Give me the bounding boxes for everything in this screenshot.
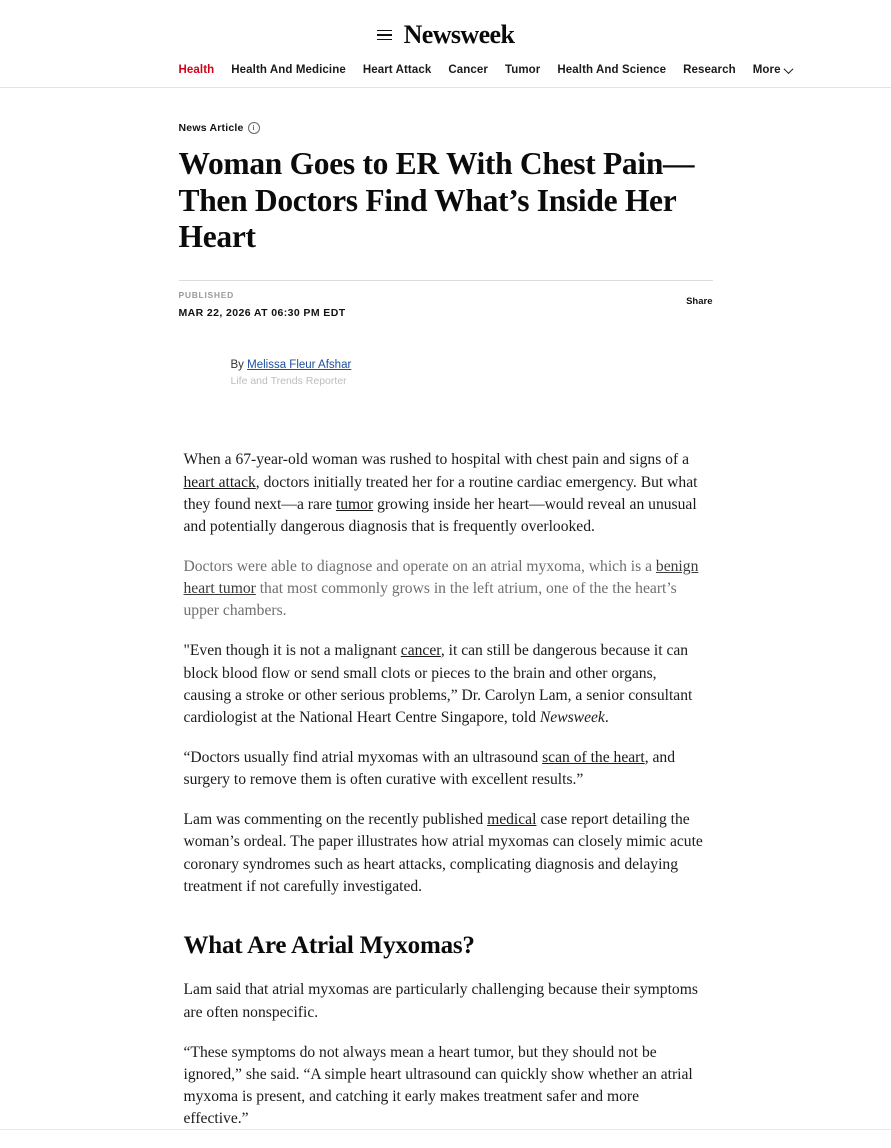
nav-item-heart-attack[interactable]: Heart Attack (362, 64, 432, 76)
article-kicker-label: News Article (178, 122, 244, 134)
primary-nav (178, 64, 781, 87)
p3-text-a: "Even though it is not a malignant (183, 642, 401, 660)
byline-row (179, 357, 713, 390)
paragraph-1 (184, 449, 708, 538)
primary-nav-bar (0, 64, 891, 88)
page-title: Woman Goes to ER With Chest Pain—Then Doctors Find What’s Inside Her Heart (178, 146, 695, 255)
article-header (179, 88, 713, 389)
paragraph-4 (184, 747, 708, 791)
p4-text-b: , and surgery to remove them is often curative with excellent results.” (183, 749, 676, 789)
section-heading: What Are Atrial Myxomas? (183, 931, 475, 959)
info-icon[interactable]: i (248, 122, 260, 134)
paragraph-5 (184, 809, 708, 898)
p3-text-b: , it can still be dangerous because it can block blood flow or send small clots or pieces to the brain and other organs, causing a stroke or other serious problems,” Dr. Carolyn Lam, a senior consultant cardiologist at the National Heart Centre Singapore, told (183, 642, 693, 726)
paragraph-7: “These symptoms do not always mean a heart tumor, but they should not be ignored,” she said. “A simple heart ultrasound can quickly show whether an atrial myxoma is present, and catching it early makes treatment safer and more effective.” (183, 1043, 693, 1128)
article-body (184, 389, 708, 1130)
masthead (0, 0, 891, 48)
paragraph-3 (184, 640, 708, 729)
nav-more-label[interactable]: More (752, 64, 781, 76)
p5-text-a: Lam was commenting on the recently published (183, 811, 488, 829)
link-scan-of-the-heart[interactable]: scan of the heart (542, 749, 645, 767)
p5-text-b: case report detailing the woman’s ordeal. The paper illustrates how atrial myxomas can closely mimic acute coronary syndromes such as heart attacks, complicating diagnosis and delaying treatment if not carefully investigated. (183, 811, 703, 895)
link-medical[interactable]: medical (487, 811, 537, 829)
p1-text-b: , doctors initially treated her for a routine cardiac emergency. But what they found next—a rare (183, 473, 698, 513)
nav-item-health-and-science[interactable]: Health And Science (557, 64, 667, 76)
byline (231, 357, 352, 390)
p1-text-c: growing inside her heart—would reveal an unusual and potentially dangerous diagnosis that is frequently overlooked. (183, 495, 697, 535)
published-label: PUBLISHED (178, 289, 234, 300)
published-date: MAR 22, 2026 AT 06:30 PM EDT (178, 306, 346, 319)
link-benign-heart-tumor[interactable]: benign heart tumor (183, 558, 699, 598)
nav-item-tumor[interactable]: Tumor (504, 64, 541, 76)
p3-text-c: . (604, 708, 609, 726)
p4-text-a: “Doctors usually find atrial myxomas with an ultrasound (183, 749, 543, 767)
p3-emphasis: Newsweek (539, 708, 605, 726)
p1-text-a: When a 67-year-old woman was rushed to hospital with chest pain and signs of a (183, 451, 689, 469)
nav-item-research[interactable]: Research (683, 64, 736, 76)
author-link[interactable]: Melissa Fleur Afshar (247, 358, 352, 371)
hamburger-icon[interactable] (377, 28, 392, 42)
article-kicker (179, 122, 713, 134)
author-role: Life and Trends Reporter (230, 375, 347, 388)
paragraph-2 (184, 556, 708, 622)
link-tumor[interactable]: tumor (335, 495, 374, 513)
nav-item-health-and-medicine[interactable]: Health And Medicine (231, 64, 346, 76)
chevron-down-icon (783, 64, 793, 74)
paragraph-6: Lam said that atrial myxomas are particularly challenging because their symptoms are often nonspecific. (183, 981, 698, 1021)
p2-text-a: Doctors were able to diagnose and operate on an atrial myxoma, which is a (183, 558, 656, 576)
nav-item-more[interactable] (753, 64, 792, 76)
byline-prefix: By (230, 358, 244, 371)
share-button[interactable]: Share (686, 296, 713, 307)
link-heart-attack[interactable]: heart attack (183, 473, 256, 491)
nav-item-cancer[interactable]: Cancer (448, 64, 488, 76)
nav-item-health[interactable]: Health (178, 64, 215, 76)
p2-text-b: that most commonly grows in the left atrium, one of the the heart’s upper chambers. (183, 580, 677, 620)
link-cancer[interactable]: cancer (400, 642, 441, 660)
site-logo[interactable]: Newsweek (403, 20, 515, 49)
divider (179, 280, 713, 281)
page-bottom-divider (0, 1129, 891, 1130)
